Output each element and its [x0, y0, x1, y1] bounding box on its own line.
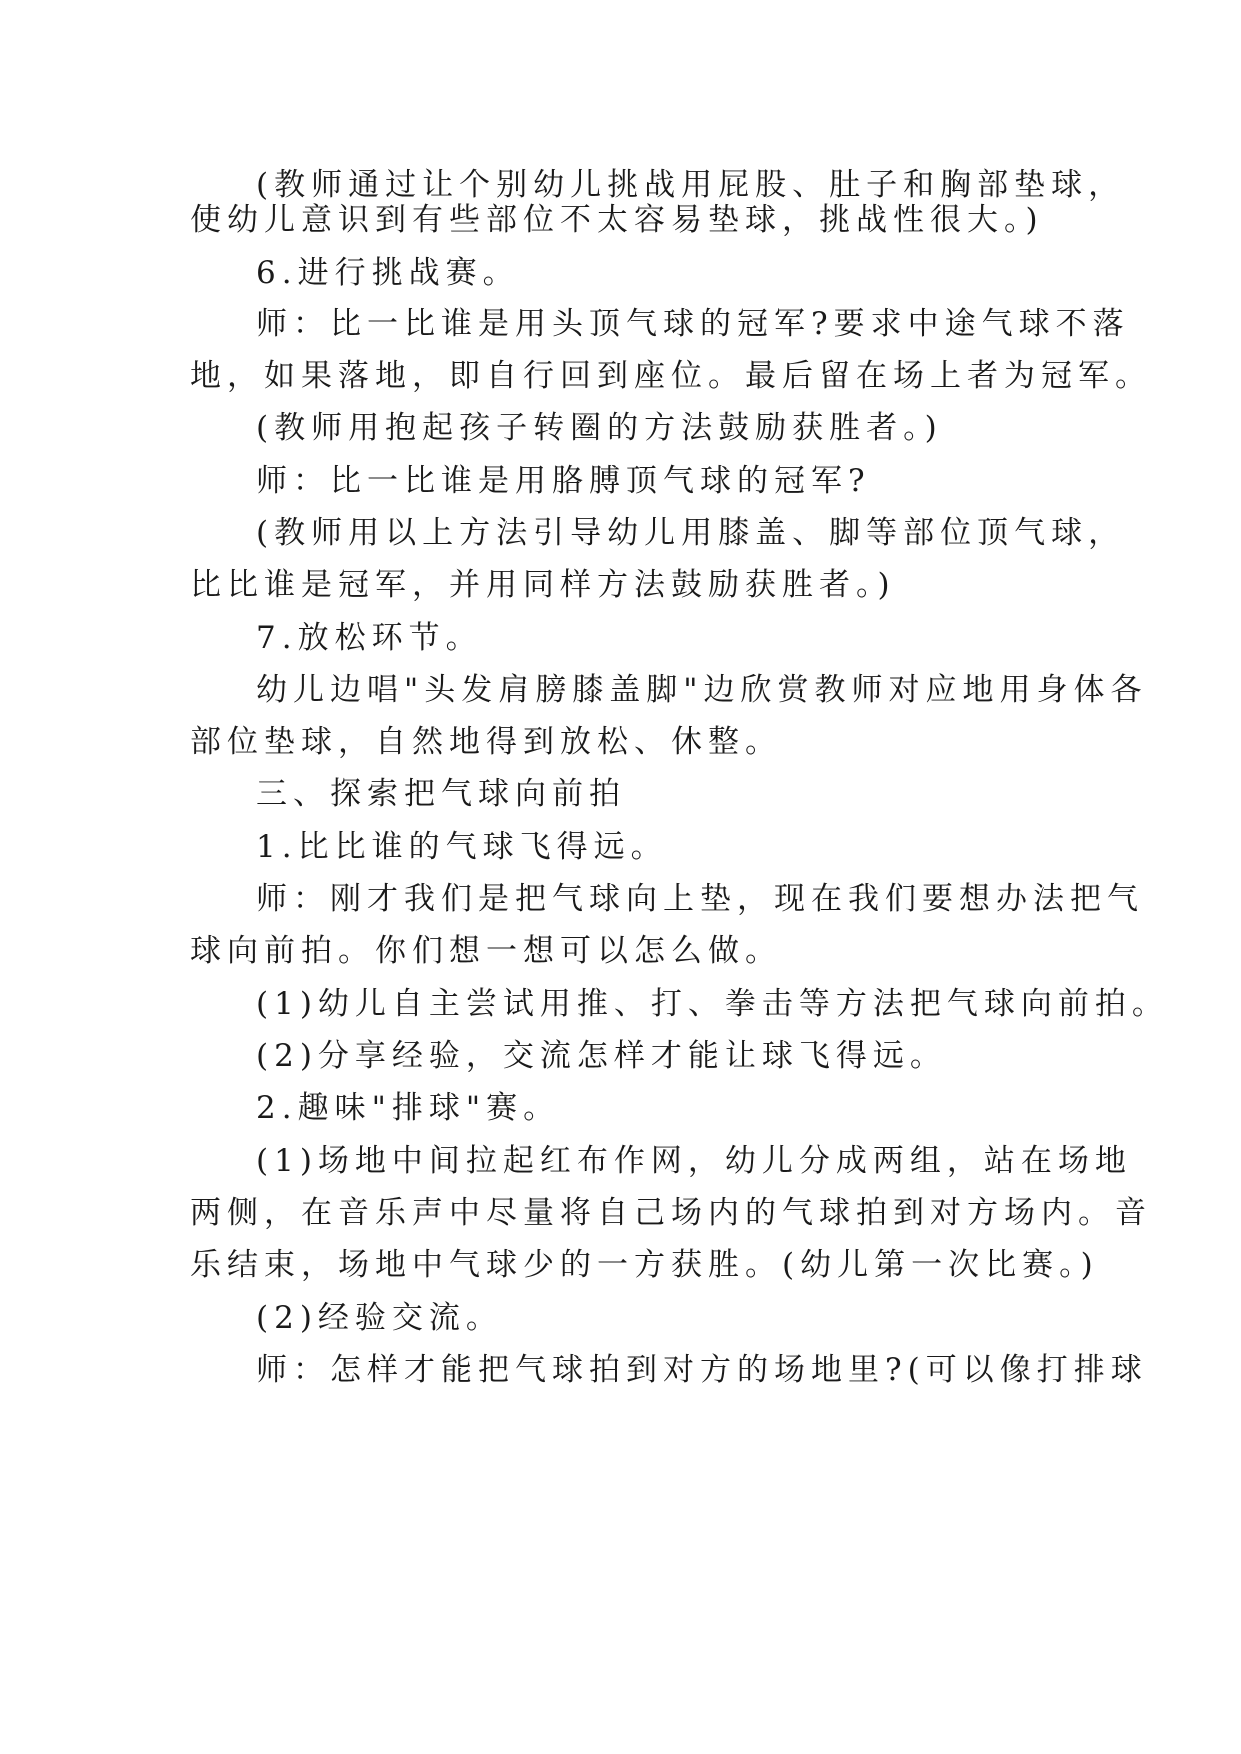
paragraph-line: 地，如果落地，即自行回到座位。最后留在场上者为冠军。	[190, 358, 1152, 394]
paragraph-line: 球向前拍。你们想一想可以怎么做。	[190, 933, 782, 969]
paragraph-line: (教师通过让个别幼儿挑战用屁股、肚子和胸部垫球，	[256, 167, 1126, 203]
section-heading: 2.趣味"排球"赛。	[256, 1090, 561, 1126]
paragraph-line: (1)场地中间拉起红布作网，幼儿分成两组，站在场地	[256, 1143, 1132, 1179]
paragraph-line: (教师用以上方法引导幼儿用膝盖、脚等部位顶气球，	[256, 515, 1126, 551]
paragraph-line: 幼儿边唱"头发肩膀膝盖脚"边欣赏教师对应地用身体各	[256, 672, 1148, 708]
section-heading: 6.进行挑战赛。	[256, 255, 520, 291]
paragraph-line: 比比谁是冠军，并用同样方法鼓励获胜者。)	[190, 567, 896, 603]
paragraph-line: (2)经验交流。	[256, 1300, 503, 1336]
paragraph-line: 师：比一比谁是用头顶气球的冠军?要求中途气球不落	[256, 306, 1130, 342]
paragraph-line: 部位垫球，自然地得到放松、休整。	[190, 724, 782, 760]
paragraph-line: (2)分享经验，交流怎样才能让球飞得远。	[256, 1038, 947, 1074]
paragraph-line: 两侧，在音乐声中尽量将自己场内的气球拍到对方场内。音	[190, 1195, 1152, 1231]
paragraph-line: 师：比一比谁是用胳膊顶气球的冠军?	[256, 463, 871, 499]
paragraph-line: (教师用抱起孩子转圈的方法鼓励获胜者。)	[256, 410, 943, 446]
paragraph-line: 师：刚才我们是把气球向上垫，现在我们要想办法把气	[256, 881, 1144, 917]
paragraph-line: 乐结束，场地中气球少的一方获胜。(幼儿第一次比赛。)	[190, 1247, 1099, 1283]
section-heading: 1.比比谁的气球飞得远。	[256, 829, 668, 865]
section-heading: 7.放松环节。	[256, 620, 483, 656]
section-heading: 三、探索把气球向前拍	[256, 776, 626, 812]
paragraph-line: 使幼儿意识到有些部位不太容易垫球，挑战性很大。)	[190, 202, 1044, 238]
paragraph-line: 师：怎样才能把气球拍到对方的场地里?(可以像打排球	[256, 1352, 1148, 1388]
paragraph-line: (1)幼儿自主尝试用推、打、拳击等方法把气球向前拍。	[256, 986, 1169, 1022]
